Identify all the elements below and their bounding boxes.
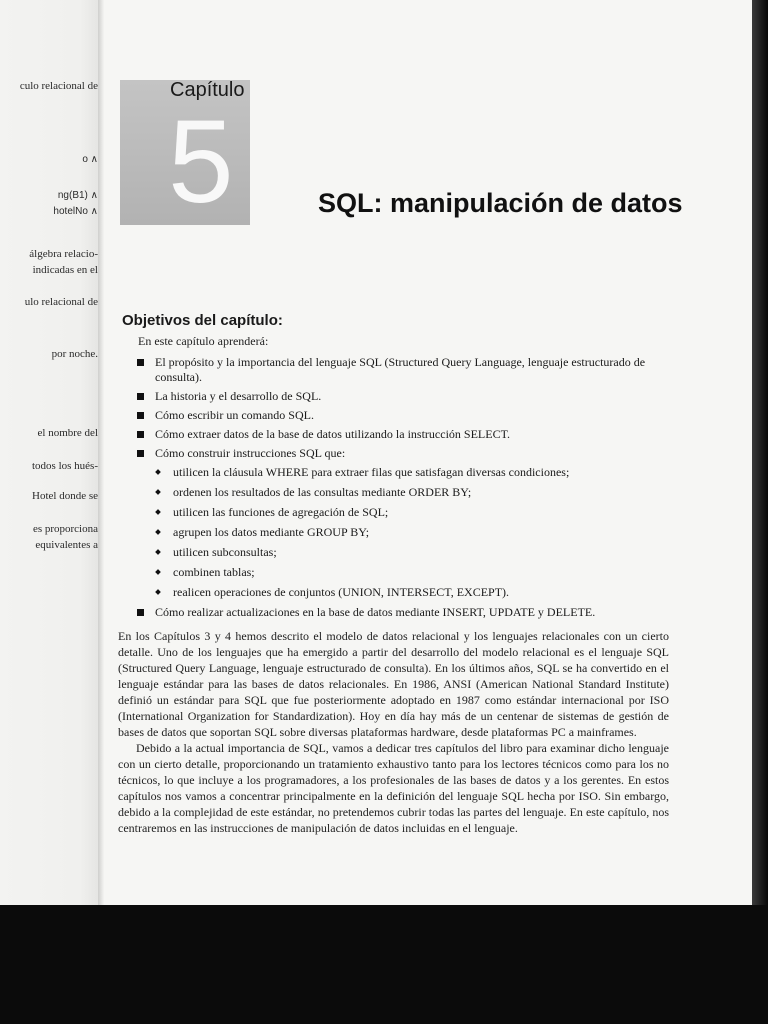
objective-subitem-text: ordenen los resultados de las consultas mediante ORDER BY;: [173, 485, 472, 499]
diamond-bullet-icon: [155, 489, 161, 495]
prev-page-line: todos los hués-: [32, 460, 98, 472]
diamond-bullet-icon: [155, 469, 161, 475]
body-text: [118, 628, 669, 836]
objective-subitem-text: utilicen subconsultas;: [173, 545, 277, 559]
objective-text: Cómo extraer datos de la base de datos utilizando la instrucción SELECT.: [155, 427, 511, 441]
prev-page-line: indicadas en el: [32, 264, 98, 276]
square-bullet-icon: [137, 450, 144, 457]
page-edge-shadow: [752, 0, 768, 905]
prev-page-line: ng(B1) ∧: [57, 190, 98, 201]
square-bullet-icon: [137, 393, 144, 400]
diamond-bullet-icon: [155, 509, 161, 515]
prev-page-line: el nombre del: [37, 427, 98, 439]
objective-text: El propósito y la importancia del lenguaje SQL (Structured Query Language, lenguaje estructurado de consulta).: [155, 355, 646, 384]
objective-subitem-text: combinen tablas;: [173, 565, 255, 579]
prev-page-line: culo relacional de: [19, 80, 98, 92]
objective-sublist: [130, 465, 676, 600]
prev-page-line: álgebra relacio-: [29, 248, 98, 260]
diamond-bullet-icon: [155, 569, 161, 575]
objective-subitem-text: agrupen los datos mediante GROUP BY;: [173, 525, 370, 539]
objective-subitem: [130, 545, 676, 560]
objectives-heading: Objetivos del capítulo:: [122, 312, 283, 329]
objective-subitem-text: utilicen las funciones de agregación de SQL;: [173, 505, 389, 519]
prev-page-line: hotelNo ∧: [53, 206, 98, 217]
objectives-list: [130, 355, 676, 624]
previous-page: [0, 0, 100, 905]
objective-item: [130, 389, 676, 404]
objective-text: Cómo escribir un comando SQL.: [155, 408, 314, 422]
chapter-title: SQL: manipulación de datos: [318, 188, 683, 218]
prev-page-line: o ∧: [82, 154, 98, 165]
objective-text: Cómo realizar actualizaciones en la base de datos mediante INSERT, UPDATE y DELETE.: [155, 605, 596, 619]
objective-item: [130, 355, 676, 385]
objective-text: La historia y el desarrollo de SQL.: [155, 389, 322, 403]
square-bullet-icon: [137, 431, 144, 438]
prev-page-line: equivalentes a: [35, 539, 98, 551]
objective-subitem: [130, 585, 676, 600]
diamond-bullet-icon: [155, 549, 161, 555]
chapter-label: Capítulo: [170, 79, 245, 101]
square-bullet-icon: [137, 609, 144, 616]
prev-page-line: por noche.: [51, 348, 98, 360]
objective-subitem: [130, 505, 676, 520]
objective-subitem: [130, 465, 676, 480]
body-paragraph: En los Capítulos 3 y 4 hemos descrito el modelo de datos relacional y los lenguajes relacionales con un cierto detalle. Uno de los lenguajes que ha emergido a partir del desarrollo del modelo relacional es el lenguaje SQL (Structured Query Language, lenguaje estructurado de consulta). En los últimos años, SQL se ha convertido en el lenguaje estándar para las bases de datos relacionales. En 1986, ANSI (American National Standard Institute) definió un estándar para SQL que fue posteriormente adoptado en 1987 como estándar internacional por ISO (International Organization for Standardization). Hoy en día hay más de un centenar de sistemas de gestión de bases de datos que soportan SQL sobre diversas plataformas hardware, desde plataformas PC a mainframes.: [118, 629, 669, 739]
prev-page-line: Hotel donde se: [32, 490, 98, 502]
prev-page-line: es proporciona: [32, 523, 98, 535]
square-bullet-icon: [137, 412, 144, 419]
prev-page-line: ulo relacional de: [24, 296, 98, 308]
objective-subitem-text: realicen operaciones de conjuntos (UNION, INTERSECT, EXCEPT).: [173, 585, 510, 599]
objective-item: [130, 605, 676, 620]
objective-item: [130, 427, 676, 442]
diamond-bullet-icon: [155, 589, 161, 595]
objective-subitem: [130, 525, 676, 540]
objective-text: Cómo construir instrucciones SQL que:: [155, 446, 346, 460]
objectives-intro: En este capítulo aprenderá:: [138, 334, 269, 348]
diamond-bullet-icon: [155, 529, 161, 535]
objective-item: [130, 408, 676, 423]
objective-subitem: [130, 565, 676, 580]
objective-item: [130, 446, 676, 461]
chapter-number: 5: [168, 96, 234, 228]
objective-subitem: [130, 485, 676, 500]
objective-subitem-text: utilicen la cláusula WHERE para extraer filas que satisfagan diversas condiciones;: [173, 465, 570, 479]
body-paragraph: Debido a la actual importancia de SQL, vamos a dedicar tres capítulos del libro para examinar dicho lenguaje con un cierto detalle, proporcionando un tratamiento exhaustivo tanto para los lectores técnicos como para los no técnicos, lo que incluye a los programadores, a los profesionales de las bases de datos y a los gerentes. En estos capítulos nos vamos a concentrar principalmente en la definición del lenguaje SQL hecha por ISO. Sin embargo, debido a la complejidad de este estándar, no pretendemos cubrir todas las partes del lenguaje. En este capítulo, nos centraremos en las instrucciones de manipulación de datos incluidas en el lenguaje.: [118, 741, 669, 835]
square-bullet-icon: [137, 359, 144, 366]
